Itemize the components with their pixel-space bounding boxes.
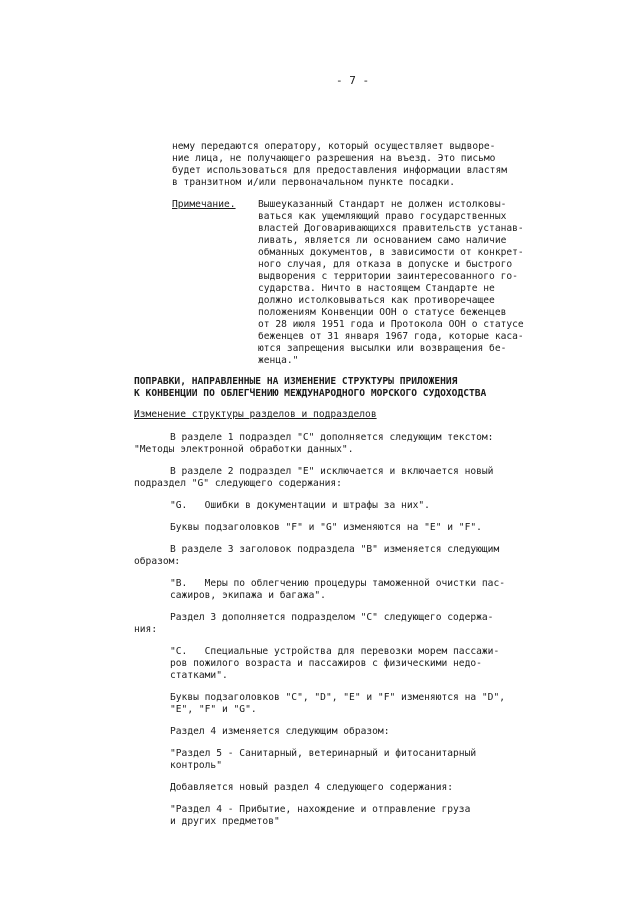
section-heading: ПОПРАВКИ, НАПРАВЛЕННЫЕ НА ИЗМЕНЕНИЕ СТРУКТУРЫ ПРИЛОЖЕНИЯ bbox=[134, 376, 458, 387]
quoted-line: "B. Меры по облегчению процедуры таможенной очистки пас- bbox=[170, 578, 506, 589]
page-number: - 7 - bbox=[336, 74, 370, 87]
note-line: сударства. Ничто в настоящем Стандарте не bbox=[258, 283, 495, 294]
text-line: В разделе 2 подраздел "E" исключается и включается новый bbox=[170, 466, 494, 477]
text-line: "Методы электронной обработки данных". bbox=[134, 444, 354, 455]
quoted-line: "C. Специальные устройства для перевозки морем пассажи- bbox=[170, 646, 500, 657]
quoted-line: "Раздел 4 - Прибытие, нахождение и отправление груза bbox=[170, 804, 471, 815]
text-line: Раздел 3 дополняется подразделом "C" следующего содержа- bbox=[170, 612, 494, 623]
text-line: будет использоваться для предоставления информации властям bbox=[172, 165, 508, 176]
text-line: "E", "F" и "G". bbox=[170, 704, 257, 715]
note-line: Вышеуказанный Стандарт не должен истолковы- bbox=[258, 199, 507, 210]
text-line: ния: bbox=[134, 624, 158, 635]
text-line: в транзитном и/или первоначальном пункте посадки. bbox=[172, 177, 456, 188]
subheading: Изменение структуры разделов и подразделов bbox=[134, 409, 377, 420]
section-heading: К КОНВЕНЦИИ ПО ОБЛЕГЧЕНИЮ МЕЖДУНАРОДНОГО МОРСКОГО СУДОХОДСТВА bbox=[134, 388, 487, 399]
quoted-line: статками". bbox=[170, 670, 228, 681]
note-line: ваться как ущемляющий право государственных bbox=[258, 211, 507, 222]
note-line: ются запрещения высылки или возвращения бе- bbox=[258, 343, 507, 354]
note-line: женца." bbox=[258, 355, 299, 366]
text-line: образом: bbox=[134, 556, 181, 567]
quoted-line: "Раздел 5 - Санитарный, ветеринарный и фитосанитарный bbox=[170, 748, 477, 759]
note-label: Примечание. bbox=[172, 199, 236, 210]
note-line: ливать, является ли основанием само наличие bbox=[258, 235, 507, 246]
quoted-line: и других предметов" bbox=[170, 816, 280, 827]
text-line: ние лица, не получающего разрешения на въезд. Это письмо bbox=[172, 153, 496, 164]
text-line: Буквы подзаголовков "F" и "G" изменяются на "E" и "F". bbox=[170, 522, 482, 533]
note-line: от 28 июля 1951 года и Протокола ООН о статусе bbox=[258, 319, 524, 330]
text-line: Раздел 4 изменяется следующим образом: bbox=[170, 726, 390, 737]
text-line: В разделе 3 заголовок подраздела "B" изменяется следующим bbox=[170, 544, 500, 555]
note-line: ного случая, для отказа в допуске и быстрого bbox=[258, 259, 513, 270]
note-line: беженцев от 31 января 1967 года, которые каса- bbox=[258, 331, 524, 342]
quoted-line: контроль" bbox=[170, 760, 222, 771]
text-line: подраздел "G" следующего содержания: bbox=[134, 478, 342, 489]
text-line: Добавляется новый раздел 4 следующего содержания: bbox=[170, 782, 454, 793]
text-line: Буквы подзаголовков "C", "D", "E" и "F" изменяются на "D", bbox=[170, 692, 506, 703]
quoted-line: "G. Ошибки в документации и штрафы за них". bbox=[170, 500, 430, 511]
note-line: властей Договаривающихся правительств устанав- bbox=[258, 223, 524, 234]
note-line: должно истолковываться как противоречащее bbox=[258, 295, 495, 306]
text-line: нему передаются оператору, который осуществляет выдворе- bbox=[172, 141, 496, 152]
note-line: положениям Конвенции ООН о статусе беженцев bbox=[258, 307, 507, 318]
note-line: обманных документов, в зависимости от конкрет- bbox=[258, 247, 524, 258]
note-line: выдворения с территории заинтересованного го- bbox=[258, 271, 518, 282]
quoted-line: сажиров, экипажа и багажа". bbox=[170, 590, 326, 601]
quoted-line: ров пожилого возраста и пассажиров с физическими недо- bbox=[170, 658, 482, 669]
text-line: В разделе 1 подраздел "C" дополняется следующим текстом: bbox=[170, 432, 494, 443]
